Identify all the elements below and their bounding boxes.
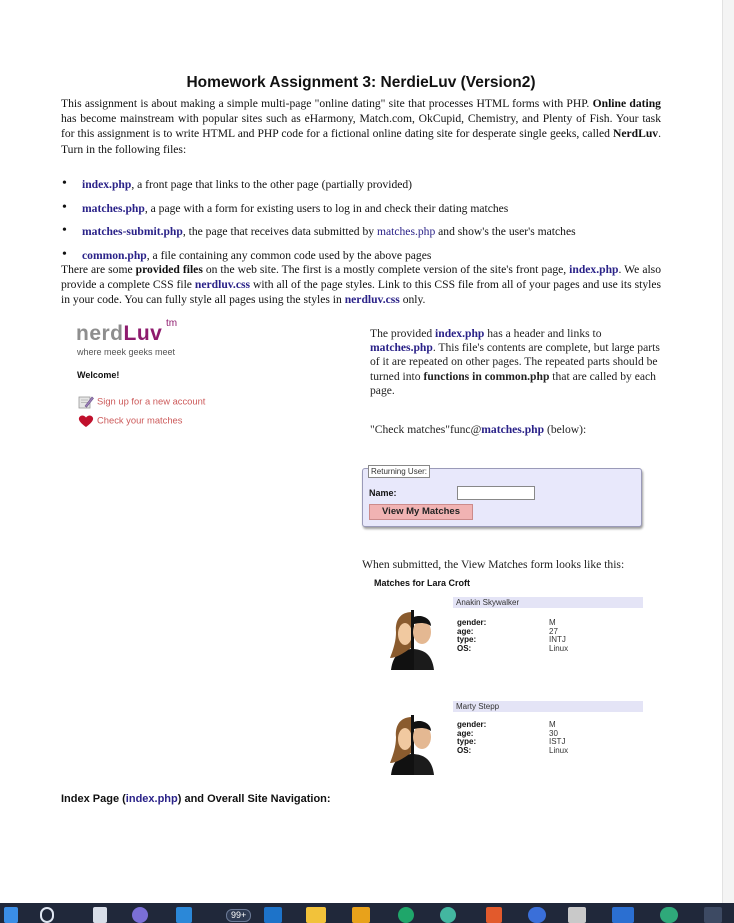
provided-text-2: on the web site. The first is a mostly complete version of the site's front page, — [202, 263, 570, 276]
edge-icon[interactable] — [440, 907, 456, 923]
list-item — [61, 248, 681, 263]
index-page-heading — [61, 793, 331, 805]
side-text-1: The provided — [370, 327, 436, 340]
gender-label: gender: — [457, 720, 487, 729]
gender-value: M — [549, 618, 556, 627]
file-ref-link[interactable]: matches.php — [376, 225, 436, 238]
nerdluv-css-link[interactable]: nerdluv.css — [194, 278, 250, 292]
nerdluv-logo — [76, 318, 178, 346]
os-label: OS: — [457, 643, 472, 653]
file-desc: , the page that receives data submitted by — [182, 225, 377, 238]
logo-tm: tm — [166, 318, 178, 329]
logo-nerd-text: nerd — [76, 322, 124, 345]
matches-php-link[interactable]: matches.php — [370, 341, 433, 355]
file-name[interactable]: matches.php — [82, 201, 145, 215]
intro-bold-online-dating: Online dating — [592, 97, 661, 110]
notification-badge: 99+ — [226, 909, 251, 922]
mail-icon[interactable] — [176, 907, 192, 923]
check-matches-link[interactable] — [78, 414, 182, 428]
check-text-2: (below): — [544, 423, 587, 436]
side-text-3: . This file's contents are complete, but large parts of it are repeated on other pages. The repeated parts should be turned into — [370, 341, 660, 383]
side-description — [370, 327, 662, 398]
name-input[interactable] — [457, 486, 535, 500]
list-item — [61, 224, 681, 239]
side-bold: functions in common.php — [423, 369, 550, 383]
signup-link-label: Sign up for a new account — [97, 395, 206, 407]
file-desc: , a front page that links to the other page (partially provided) — [131, 178, 413, 191]
check-matches-line — [370, 423, 662, 437]
check-matches-label: Check your matches — [97, 414, 183, 426]
browser-icon[interactable] — [398, 907, 414, 923]
intro-bold-nerdluv: NerdLuv — [613, 127, 659, 141]
file-name[interactable]: common.php — [82, 248, 147, 262]
gender-label: gender: — [457, 618, 487, 627]
provided-text-1: There are some — [61, 263, 136, 276]
chat-icon[interactable] — [132, 907, 148, 923]
match-name: Marty Stepp — [453, 701, 643, 712]
office-icon[interactable] — [486, 907, 502, 923]
calendar-icon[interactable] — [264, 907, 282, 923]
provided-text-3: . We also provide a complete CSS file — [61, 263, 661, 292]
provided-text-5: only. — [399, 293, 426, 307]
file-name[interactable]: index.php — [82, 178, 132, 191]
user-avatar-icon — [381, 713, 443, 775]
start-icon[interactable] — [4, 907, 18, 923]
chrome-icon[interactable] — [528, 907, 546, 923]
age-label: age: — [457, 728, 474, 738]
list-item — [61, 201, 681, 216]
intro-text-2: has become mainstream with popular sites such as eHarmony, Match.com, OkCupid, Chemistry, and Plenty of Fish. Your task for this assignment is to write HTML and PHP code for a fictional online dating site for desperate single geeks, called — [61, 112, 661, 141]
gender-value: M — [549, 720, 556, 729]
match-values — [549, 721, 568, 755]
signup-icon — [78, 395, 94, 409]
os-label: OS: — [457, 745, 472, 755]
type-label: type: — [457, 635, 477, 644]
intro-text-1: This assignment is about making a simple multi-page "online dating" site that processes HTML forms with PHP. — [61, 97, 593, 110]
list-item — [61, 177, 681, 192]
logo-luv-text: Luv — [123, 322, 163, 345]
age-value: 30 — [549, 728, 558, 738]
side-text-4: that are called by each page. — [370, 369, 656, 397]
index-php-link-3[interactable]: index.php — [125, 793, 178, 805]
intro-paragraph — [61, 96, 661, 157]
age-value: 27 — [549, 626, 558, 636]
intro-text-3: . Turn in the following files: — [61, 127, 661, 156]
teams-icon[interactable] — [660, 907, 678, 923]
match-labels — [457, 619, 486, 653]
file-desc: and show's the user's matches — [435, 225, 576, 238]
match-name: Anakin Skywalker — [453, 597, 643, 608]
file-desc: , a file containing any common code used by the above pages — [146, 248, 432, 262]
form-legend: Returning User: — [368, 465, 430, 478]
user-avatar-icon — [381, 608, 443, 670]
type-label: type: — [457, 737, 477, 746]
tagline: where meek geeks meet — [77, 347, 176, 357]
provided-bold: provided files — [135, 263, 203, 276]
tray-icon[interactable] — [704, 907, 722, 923]
search-icon[interactable] — [40, 907, 54, 923]
file-desc: , a page with a form for existing users to log in and check their dating matches — [144, 201, 509, 215]
matches-title: Matches for Lara Croft — [374, 578, 471, 588]
paint-icon[interactable] — [568, 907, 586, 923]
file-name[interactable]: matches-submit.php — [82, 225, 183, 238]
files-list — [61, 177, 681, 271]
nerdluv-css-link-2[interactable]: nerdluv.css — [344, 293, 400, 307]
welcome-heading: Welcome! — [77, 370, 120, 380]
os-value: Linux — [549, 643, 569, 653]
check-text-1: "Check matches"func@ — [370, 423, 482, 436]
index-php-link-2[interactable]: index.php — [435, 327, 485, 340]
footer-text-2: ) and Overall Site Navigation: — [177, 793, 331, 805]
app-icon[interactable] — [352, 907, 370, 923]
signup-link[interactable] — [78, 395, 205, 409]
word-icon[interactable] — [612, 907, 634, 923]
view-matches-button[interactable]: View My Matches — [369, 504, 473, 520]
match-values — [549, 619, 568, 653]
provided-paragraph — [61, 262, 661, 308]
name-label: Name: — [369, 488, 397, 498]
task-view-icon[interactable] — [93, 907, 107, 923]
type-value: INTJ — [549, 635, 566, 644]
folder-icon[interactable] — [306, 907, 326, 923]
provided-text-4: with all of the page styles. Link to this CSS file from all of your pages and use its styles in your code. You can fully style all pages using the styles in — [61, 278, 662, 307]
os-value: Linux — [549, 745, 569, 755]
side-text-2: has a header and links to — [484, 327, 602, 340]
type-value: ISTJ — [549, 737, 566, 746]
vertical-scrollbar[interactable] — [722, 0, 734, 903]
index-php-link[interactable]: index.php — [569, 263, 619, 276]
heart-icon — [78, 414, 94, 428]
submitted-line: When submitted, the View Matches form looks like this: — [362, 558, 625, 571]
document-title: Homework Assignment 3: NerdieLuv (Version2) — [186, 74, 536, 91]
match-labels — [457, 721, 486, 755]
footer-text-1: Index Page ( — [61, 793, 126, 805]
matches-php-link-2[interactable]: matches.php — [481, 423, 545, 436]
age-label: age: — [457, 626, 474, 636]
